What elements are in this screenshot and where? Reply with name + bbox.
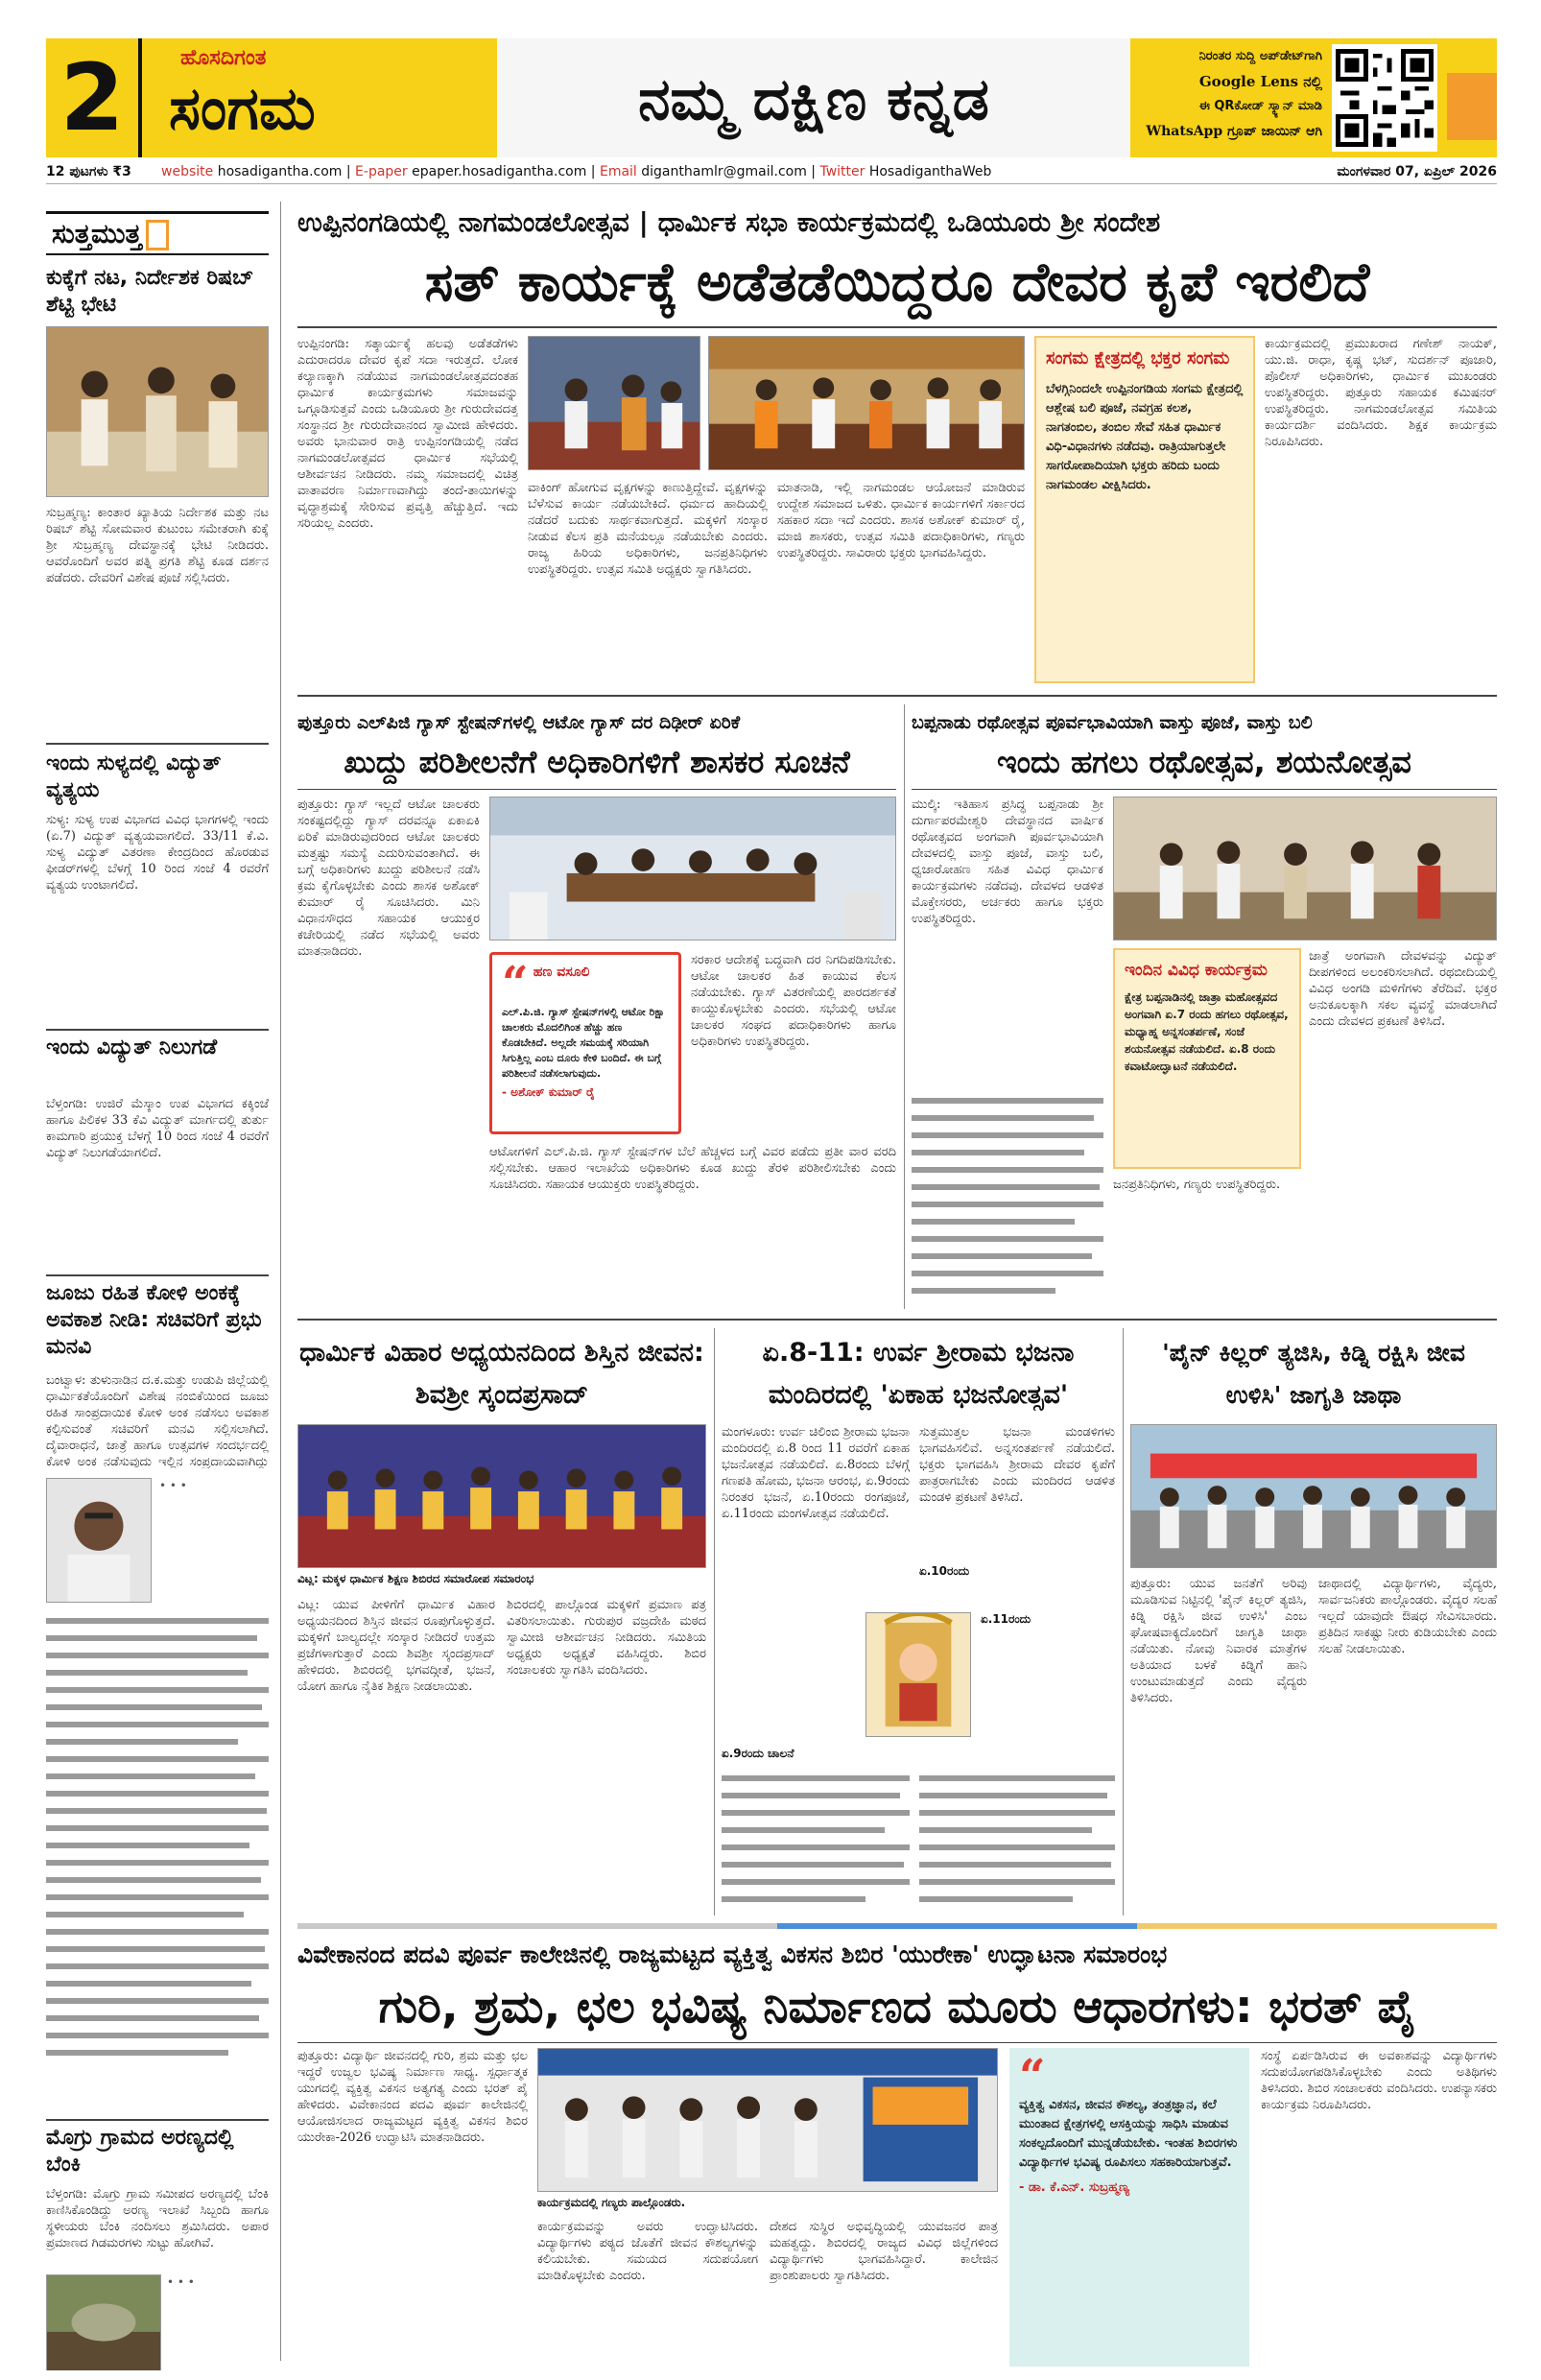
divider xyxy=(46,2119,269,2121)
divider xyxy=(297,2042,1497,2043)
story-painkiller-col2: ಜಾಥಾದಲ್ಲಿ ವಿದ್ಯಾರ್ಥಿಗಳು, ವೈದ್ಯರು, ಸಾರ್ವಜನಿಕರು ಪಾಲ್ಗೊಂಡರು. ವೈದ್ಯರ ಸಲಹೆ ಇಲ್ಲದೆ ಯಾವುದೇ ಔಷಧ ಸೇವಿಸಬಾರದು. ಪ್ರತಿದಿನ ಸಾಕಷ್ಟು ನೀರು ಕುಡಿಯಬೇಕು ಎಂದು ಸಲಹೆ ನೀಡಲಾಯಿತು. xyxy=(1318,1577,1497,1656)
story-bappanadu xyxy=(912,701,1497,1315)
sidebar-item2-body: ಸುಳ್ಯ: ಸುಳ್ಯ ಉಪ ವಿಭಾಗದ ವಿವಿಧ ಭಾಗಗಳಲ್ಲಿ ಇಂದು (ಏ.7) ವಿದ್ಯುತ್ ವ್ಯತ್ಯಯವಾಗಲಿದೆ. 33/11 ಕೆ.ವಿ. ಸುಳ್ಯ ವಿದ್ಯುತ್ ವಿತರಣಾ ಕೇಂದ್ರದಿಂದ ಹೊರಡುವ ಫೀಡರ್‌ಗಳಲ್ಲಿ ಬೆಳಗ್ಗೆ 10 ರಿಂದ ಸಂಜೆ 4 ರವರೆಗೆ ವ್ಯತ್ಯಯ ಉಂಟಾಗಲಿದೆ. xyxy=(46,813,269,892)
top-story-headline: ಸತ್ ಕಾರ್ಯಕ್ಕೆ ಅಡೆತಡೆಯಿದ್ದರೂ ದೇವರ ಕೃಪೆ ಇರಲಿದೆ xyxy=(424,251,1370,314)
separator: | xyxy=(590,164,600,179)
story-lpg-col2: ಸರಕಾರ ಆದೇಶಕ್ಕೆ ಬದ್ಧವಾಗಿ ದರ ನಿಗದಿಪಡಿಸಬೇಕು. ಆಟೋ ಚಾಲಕರ ಹಿತ ಕಾಯುವ ಕೆಲಸ ನಡೆಯಬೇಕು. ಗ್ಯಾಸ್ ವಿತರಣೆಯಲ್ಲಿ ಪಾರದರ್ಶಕತೆ ಕಾಯ್ದುಕೊಳ್ಳಬೇಕು ಎಂದರು. ಸಭೆಯಲ್ಲಿ ಆಟೋ ಚಾಲಕರ ಸಂಘದ ಪದಾಧಿಕಾರಿಗಳು ಹಾಗೂ ಅಧಿಕಾರಿಗಳು ಉಪಸ್ಥಿತರಿದ್ದರು. xyxy=(691,953,896,1049)
top-story-col1: ಉಪ್ಪಿನಂಗಡಿ: ಸತ್ಕಾರ್ಯಕ್ಕೆ ಹಲವು ಅಡೆತಡೆಗಳು ಎದುರಾದರೂ ದೇವರ ಕೃಪೆ ಸದಾ ಇರುತ್ತದೆ. ಲೋಕ ಕಲ್ಯಾಣಕ್ಕಾಗಿ ನಡೆಯುವ ನಾಗಮಂಡಲೋತ್ಸವದಂತಹ ಧಾರ್ಮಿಕ ಕಾರ್ಯಕ್ರಮಗಳು ಸಮಾಜವನ್ನು ಒಗ್ಗೂಡಿಸುತ್ತವೆ ಎಂದು ಒಡಿಯೂರು ಶ್ರೀ ಗುರುದೇವದತ್ತ ಸಂಸ್ಥಾನದ ಶ್ರೀ ಗುರುದೇವಾನಂದ ಸ್ವಾಮೀಜಿ ಹೇಳಿದರು. ಅವರು ಭಾನುವಾರ ರಾತ್ರಿ ಉಪ್ಪಿನಂಗಡಿಯಲ್ಲಿ ನಡೆದ ನಾಗಮಂಡಲೋತ್ಸವದ ಧಾರ್ಮಿಕ ಸಭೆಯಲ್ಲಿ ಆಶೀರ್ವಚನ ನೀಡಿದರು. ನಮ್ಮ ಸಮಾಜದಲ್ಲಿ ವಿಚಿತ್ರ ವಾತಾವರಣ ನಿರ್ಮಾಣವಾಗಿದ್ದು ತಂದೆ-ತಾಯಿಗಳನ್ನು ವೃದ್ಧಾಶ್ರಮಕ್ಕೆ ಸೇರಿಸುವ ಪ್ರವೃತ್ತಿ ಹೆಚ್ಚುತ್ತಿದೆ. ಇದು ಸರಿಯಲ್ಲ ಎಂದರು. xyxy=(297,337,518,531)
story-urva-col2: ಸುತ್ತಮುತ್ತಲ ಭಜನಾ ಮಂಡಳಿಗಳು ಭಾಗವಹಿಸಲಿವೆ. ಅನ್ನಸಂತರ್ಪಣೆ ನಡೆಯಲಿದೆ. ಭಕ್ತರು ಭಾಗವಹಿಸಿ ಶ್ರೀರಾಮ ದೇವರ ಕೃಪೆಗೆ ಪಾತ್ರರಾಗಬೇಕು ಎಂದು ಮಂದಿರದ ಆಡಳಿತ ಮಂಡಳಿ ಪ್ರಕಟಣೆ ತಿಳಿಸಿದೆ. xyxy=(919,1425,1115,1505)
story-bappanadu-headline: ಇಂದು ಹಗಲು ರಥೋತ್ಸವ, ಶಯನೋತ್ಸವ xyxy=(997,744,1411,780)
edition-title: ನಮ್ಮ ದಕ್ಷಿಣ ಕನ್ನಡ xyxy=(638,66,989,133)
story-bappanadu-box xyxy=(1113,948,1301,1169)
story-vitla-col2: ಶಿಬಿರದಲ್ಲಿ ಪಾಲ್ಗೊಂಡ ಮಕ್ಕಳಿಗೆ ಪ್ರಮಾಣ ಪತ್ರ ವಿತರಿಸಲಾಯಿತು. ಗುರುಪುರ ವಜ್ರದೇಹಿ ಮಠದ ಸ್ವಾಮೀಜಿ ಆಶೀರ್ವಚನ ನೀಡಿದರು. ಸಮಿತಿಯ ಅಧ್ಯಕ್ಷರು ಅಧ್ಯಕ್ಷತೆ ವಹಿಸಿದ್ದರು. ಶಿಬಿರ ಸಂಚಾಲಕರು ಸ್ವಾಗತಿಸಿ ವಂದಿಸಿದರು. xyxy=(507,1598,706,1678)
story-eureka xyxy=(297,1933,1497,2370)
top-story-kicker: ಉಪ್ಪಿನಂಗಡಿಯಲ್ಲಿ ನಾಗಮಂಡಲೋತ್ಸವ | ಧಾರ್ಮಿಕ ಸಭಾ ಕಾರ್ಯಕ್ರಮದಲ್ಲಿ ಒಡಿಯೂರು ಶ್ರೀ ಸಂದೇಶ xyxy=(297,206,1161,238)
story-eureka-quote xyxy=(1009,2048,1249,2367)
story-lpg-kicker: ಪುತ್ತೂರು ಎಲ್‌ಪಿಜಿ ಗ್ಯಾಸ್ ಸ್ಟೇಷನ್‌ಗಳಲ್ಲಿ ಆಟೋ ಗ್ಯಾಸ್ ದರ ದಿಢೀರ್ ಏರಿಕೆ xyxy=(297,712,741,733)
sidebar-item4-body-lines xyxy=(46,1612,269,2111)
masthead xyxy=(46,38,1497,157)
top-story-box-body: ಬೆಳಗ್ಗಿನಿಂದಲೇ ಉಪ್ಪಿನಂಗಡಿಯ ಸಂಗಮ ಕ್ಷೇತ್ರದಲ್ಲಿ ಆಶ್ಲೇಷ ಬಲಿ ಪೂಜೆ, ನವಗ್ರಹ ಕಲಶ, ನಾಗತಂಬಿಲ, ತಂಬಿಲ ಸೇವೆ ಸಹಿತ ಧಾರ್ಮಿಕ ವಿಧಿ-ವಿಧಾನಗಳು ನಡೆದವು. ರಾತ್ರಿಯಾಗುತ್ತಲೇ ಸಾಗರೋಪಾದಿಯಾಗಿ ಭಕ್ತರು ಹರಿದು ಬಂದು ನಾಗಮಂಡಲ ವೀಕ್ಷಿಸಿದರು. xyxy=(1046,382,1244,492)
story-urva-body-lines xyxy=(722,1772,1115,1916)
story-bappanadu-col1: ಮುಲ್ಕಿ: ಇತಿಹಾಸ ಪ್ರಸಿದ್ಧ ಬಪ್ಪನಾಡು ಶ್ರೀ ದುರ್ಗಾಪರಮೇಶ್ವರಿ ದೇವಸ್ಥಾನದ ವಾರ್ಷಿಕ ರಥೋತ್ಸವದ ಅಂಗವಾಗಿ ಪೂರ್ವಭಾವಿಯಾಗಿ ದೇವಳದಲ್ಲಿ ವಾಸ್ತು ಪೂಜೆ, ವಾಸ್ತು ಬಲಿ, ಧ್ವಜಾರೋಹಣ ಸಹಿತ ವಿವಿಧ ಧಾರ್ಮಿಕ ಕಾರ್ಯಕ್ರಮಗಳು ನಡೆದವು. ದೇವಳದ ಆಡಳಿತ ಮೊಕ್ತೇಸರರು, ಅರ್ಚಕರು ಹಾಗೂ ಭಕ್ತರು ಉಪಸ್ಥಿತರಿದ್ದರು. xyxy=(912,797,1103,926)
story-bappanadu-col3 xyxy=(912,1094,1103,1305)
divider xyxy=(46,1029,269,1031)
story-lpg-quote-title: ಹಣ ವಸೂಲಿ xyxy=(533,964,590,980)
masthead-orange-block xyxy=(1447,73,1497,140)
sidebar-photo-prabhu xyxy=(46,1478,152,1603)
sidebar-section-title xyxy=(46,211,269,255)
qr-code[interactable] xyxy=(1332,44,1437,152)
top-story-box-title: ಸಂಗಮ ಕ್ಷೇತ್ರದಲ್ಲಿ ಭಕ್ತರ ಸಂಗಮ xyxy=(1046,348,1230,369)
promo-line: ಈ QRಕೋಡ್ ಸ್ಕ್ಯಾನ್ ಮಾಡಿ xyxy=(1198,99,1322,113)
twitter-link[interactable]: HosadiganthaWeb xyxy=(868,164,992,179)
story-lpg-col3: ಆಟೋಗಳಿಗೆ ಎಲ್.ಪಿ.ಜಿ. ಗ್ಯಾಸ್ ಸ್ಟೇಷನ್‌ಗಳ ಬೆಲೆ ಹೆಚ್ಚಳದ ಬಗ್ಗೆ ವಿವರ ಪಡೆದು ಪ್ರತೀ ವಾರ ವರದಿ ಸಲ್ಲಿಸಬೇಕು. ಆಹಾರ ಇಲಾಖೆಯ ಅಧಿಕಾರಿಗಳು ಕೂಡ ಖುದ್ದು ತೆರಳಿ ಪರಿಶೀಲಿಸಬೇಕು ಎಂದು ಸೂಚಿಸಿದರು. ಸಹಾಯಕ ಆಯುಕ್ತರು ಉಪಸ್ಥಿತರಿದ್ದರು. xyxy=(489,1145,896,1192)
sidebar-item5-body-side: • • • xyxy=(167,2275,195,2289)
story-bappanadu-col2: ಜಾತ್ರೆ ಅಂಗವಾಗಿ ದೇವಳವನ್ನು ವಿದ್ಯುತ್ ದೀಪಗಳಿಂದ ಅಲಂಕರಿಸಲಾಗಿದೆ. ರಥಬೀದಿಯಲ್ಲಿ ವಿವಿಧ ಅಂಗಡಿ ಮಳಿಗೆಗಳು ತೆರೆದಿವೆ. ಭಕ್ತರ ಅನುಕೂಲಕ್ಕಾಗಿ ಸಕಲ ವ್ಯವಸ್ಥೆ ಮಾಡಲಾಗಿದೆ ಎಂದು ದೇವಳದ ಪ್ರಕಟಣೆ ತಿಳಿಸಿದೆ. xyxy=(1309,949,1497,1029)
story-urva-col1: ಮಂಗಳೂರು: ಉರ್ವ ಚಿಲಿಂಬಿ ಶ್ರೀರಾಮ ಭಜನಾ ಮಂದಿರದಲ್ಲಿ ಏ.8 ರಿಂದ 11 ರವರೆಗೆ ಏಕಾಹ ಭಜನೋತ್ಸವ ನಡೆಯಲಿದೆ. ಏ.8ರಂದು ಬೆಳಗ್ಗೆ ಗಣಪತಿ ಹೋಮ, ಭಜನಾ ಆರಂಭ, ಏ.9ರಂದು ನಿರಂತರ ಭಜನೆ, ಏ.10ರಂದು ರಂಗಪೂಜೆ, ಏ.11ರಂದು ಮಂಗಳೋತ್ಸವ ನಡೆಯಲಿದೆ. xyxy=(722,1425,910,1521)
column-separator xyxy=(714,1328,715,1916)
page-count: 12 ಪುಟಗಳು ₹3 xyxy=(46,164,131,179)
sidebar-item4-body-side: • • • xyxy=(159,1479,187,1492)
column-separator xyxy=(280,202,281,2361)
top-story-col3: ಮಾತನಾಡಿ, ಇಲ್ಲಿ ನಾಗಮಂಡಲ ಆಯೋಜನೆ ಮಾಡಿರುವ ಉದ್ದೇಶ ಸಮಾಜದ ಒಳಿತು. ಧಾರ್ಮಿಕ ಕಾರ್ಯಗಳಿಗೆ ಸರ್ಕಾರದ ಸಹಕಾರ ಸದಾ ಇದೆ ಎಂದರು. ಶಾಸಕ ಅಶೋಕ್ ಕುಮಾರ್ ರೈ, ಮಾಜಿ ಶಾಸಕರು, ಉತ್ಸವ ಸಮಿತಿ ಪದಾಧಿಕಾರಿಗಳು, ಗಣ್ಯರು ಉಪಸ್ಥಿತರಿದ್ದರು. ಸಾವಿರಾರು ಭಕ್ತರು ಭಾಗವಹಿಸಿದ್ದರು. xyxy=(777,481,1025,560)
story-lpg-quote xyxy=(489,952,681,1134)
epaper-link[interactable]: epaper.hosadigantha.com xyxy=(412,164,587,179)
column-separator xyxy=(1123,1328,1124,1916)
story-eureka-col3: ದೇಶದ ಸುಸ್ಥಿರ ಅಭಿವೃದ್ಧಿಯಲ್ಲಿ ಯುವಜನರ ಪಾತ್ರ ಮಹತ್ವದ್ದು. ಶಿಬಿರದಲ್ಲಿ ರಾಜ್ಯದ ವಿವಿಧ ಜಿಲ್ಲೆಗಳಿಂದ ವಿದ್ಯಾರ್ಥಿಗಳು ಭಾಗವಹಿಸಿದ್ದಾರೆ. ಕಾಲೇಜಿನ ಪ್ರಾಂಶುಪಾಲರು ಸ್ವಾಗತಿಸಿದರು. xyxy=(770,2220,998,2283)
story-lpg-col1: ಪುತ್ತೂರು: ಗ್ಯಾಸ್ ಇಲ್ಲದೆ ಆಟೋ ಚಾಲಕರು ಸಂಕಷ್ಟದಲ್ಲಿದ್ದು ಗ್ಯಾಸ್ ದರವನ್ನೂ ಏಕಾಏಕಿ ಏರಿಕೆ ಮಾಡಿರುವುದರಿಂದ ಆಟೋ ಚಾಲಕರು ಮತ್ತಷ್ಟು ಸಮಸ್ಯೆ ಎದುರಿಸುವಂತಾಗಿದೆ. ಈ ಬಗ್ಗೆ ಅಧಿಕಾರಿಗಳು ಖುದ್ದು ಪರಿಶೀಲನೆ ನಡೆಸಿ ಕ್ರಮ ಕೈಗೊಳ್ಳಬೇಕು ಎಂದು ಶಾಸಕ ಅಶೋಕ್ ಕುಮಾರ್ ರೈ ಸೂಚಿಸಿದರು. ಮಿನಿ ವಿಧಾನಸೌಧದ ಸಹಾಯಕ ಆಯುಕ್ತರ ಕಚೇರಿಯಲ್ಲಿ ನಡೆದ ಸಭೆಯಲ್ಲಿ ಅವರು ಮಾತನಾಡಿದರು. xyxy=(297,797,480,959)
website-link[interactable]: hosadigantha.com xyxy=(217,164,343,179)
story-urva xyxy=(722,1324,1115,1919)
page-number: 2 xyxy=(59,44,125,152)
info-bar xyxy=(46,161,1497,184)
story-eureka-quote-body: ವ್ಯಕ್ತಿತ್ವ ವಿಕಸನ, ಜೀವನ ಕೌಶಲ್ಯ, ತಂತ್ರಜ್ಞಾನ, ಕಲೆ ಮುಂತಾದ ಕ್ಷೇತ್ರಗಳಲ್ಲಿ ಆಸಕ್ತಿಯನ್ನು ಸಾಧಿಸಿ ಮಾಡುವ ಸಂಕಲ್ಪದೊಂದಿಗೆ ಮುನ್ನಡೆಯಬೇಕು. ಇಂತಹ ಶಿಬಿರಗಳು ವಿದ್ಯಾರ್ಥಿಗಳ ಭವಿಷ್ಯ ರೂಪಿಸಲು ಸಹಕಾರಿಯಾಗುತ್ತವೆ. xyxy=(1019,2098,1238,2170)
brand-small: ಹೊಸದಿಗಂತ xyxy=(180,46,267,70)
top-story-photo-felicitation xyxy=(528,336,700,470)
story-bappanadu-box-title: ಇಂದಿನ ವಿವಿಧ ಕಾರ್ಯಕ್ರಮ xyxy=(1125,961,1268,980)
twitter-label: Twitter xyxy=(819,164,865,179)
divider xyxy=(46,743,269,745)
top-story-box xyxy=(1034,336,1255,683)
website-label: website xyxy=(161,164,214,179)
book-icon xyxy=(146,220,169,250)
story-lpg-headline: ಖುದ್ದು ಪರಿಶೀಲನೆಗೆ ಅಧಿಕಾರಿಗಳಿಗೆ ಶಾಸಕರ ಸೂಚನೆ xyxy=(344,744,850,780)
promo-line: Google Lens ನಲ್ಲಿ xyxy=(1198,73,1322,90)
story-bappanadu-caption: ಜನಪ್ರತಿನಿಧಿಗಳು, ಗಣ್ಯರು ಉಪಸ್ಥಿತರಿದ್ದರು. xyxy=(1113,1178,1281,1192)
qr-promo xyxy=(1130,44,1322,154)
separator: | xyxy=(345,164,356,179)
divider xyxy=(912,789,1497,790)
sidebar-item5-title: ಮೊಗ್ರು ಗ್ರಾಮದ ಅರಣ್ಯದಲ್ಲಿ ಬೆಂಕಿ xyxy=(46,2126,234,2177)
divider xyxy=(46,1274,269,1276)
story-eureka-col4: ಸಂಸ್ಥೆ ಏರ್ಪಡಿಸಿರುವ ಈ ಅವಕಾಶವನ್ನು ವಿದ್ಯಾರ್ಥಿಗಳು ಸದುಪಯೋಗಪಡಿಸಿಕೊಳ್ಳಬೇಕು ಎಂದು ಅತಿಥಿಗಳು ತಿಳಿಸಿದರು. ಶಿಬಿರ ಸಂಚಾಲಕರು ವಂದಿಸಿದರು. ಉಪನ್ಯಾಸಕರು ಕಾರ್ಯಕ್ರಮ ನಿರೂಪಿಸಿದರು. xyxy=(1261,2049,1497,2112)
sidebar-section-title-text: ಸುತ್ತಮುತ್ತ xyxy=(52,218,142,250)
story-eureka-caption: ಕಾರ್ಯಕ್ರಮದಲ್ಲಿ ಗಣ್ಯರು ಪಾಲ್ಗೊಂಡರು. xyxy=(537,2196,686,2209)
separator: | xyxy=(811,164,820,179)
story-vitla-caption: ವಿಟ್ಲ: ಮಕ್ಕಳ ಧಾರ್ಮಿಕ ಶಿಕ್ಷಣ ಶಿಬಿರದ ಸಮಾರೋಪ ಸಮಾರಂಭ xyxy=(297,1572,534,1585)
story-painkiller-photo xyxy=(1130,1424,1497,1568)
story-urva-headline: ಏ.8-11: ಉರ್ವ ಶ್ರೀರಾಮ ಭಜನಾ ಮಂದಿರದಲ್ಲಿ 'ಏಕಾಹ ಭಜನೋತ್ಸವ' xyxy=(762,1338,1075,1410)
divider xyxy=(297,1319,1497,1321)
story-eureka-headline: ಗುರಿ, ಶ್ರಮ, ಛಲ ಭವಿಷ್ಯ ನಿರ್ಮಾಣದ ಮೂರು ಆಧಾರಗಳು: ಭರತ್ ಪೈ xyxy=(378,1981,1416,2034)
divider xyxy=(297,695,1497,697)
brand-sangama: ಸಂಗಮ xyxy=(169,73,316,143)
contact-links xyxy=(161,161,1025,182)
page-number-block xyxy=(46,38,142,157)
divider xyxy=(297,789,896,790)
sidebar-item3-title: ಇಂದು ವಿದ್ಯುತ್ ನಿಲುಗಡೆ xyxy=(46,1035,218,1059)
sidebar-item4-body-top: ಬಂಟ್ವಾಳ: ತುಳುನಾಡಿನ ದ.ಕ.ಮತ್ತು ಉಡುಪಿ ಜಿಲ್ಲೆಯಲ್ಲಿ ಧಾರ್ಮಿಕತೆಯೊಂದಿಗೆ ವಿಶೇಷ ನಂಬಿಕೆಯಿಂದ ಜೂಜು ರಹಿತ ಸಾಂಪ್ರದಾಯಿಕ ಕೋಳಿ ಅಂಕ ನಡೆಸಲು ಅವಕಾಶ ಕಲ್ಪಿಸುವಂತೆ ಸಚಿವರಿಗೆ ಮನವಿ ಸಲ್ಲಿಸಲಾಗಿದೆ. ದೈವಾರಾಧನೆ, ಜಾತ್ರೆ ಹಾಗೂ ಉತ್ಸವಗಳ ಸಂದರ್ಭದಲ್ಲಿ ಕೋಳಿ ಅಂಕ ನಡೆಸುವುದು ಇಲ್ಲಿನ ಸಂಪ್ರದಾಯವಾಗಿದ್ದು xyxy=(46,1373,269,1468)
story-lpg-photo-meeting xyxy=(489,797,896,940)
story-urva-sub3: ಏ.9ರಂದು ಚಾಲನೆ xyxy=(722,1747,794,1760)
story-vitla-col1: ವಿಟ್ಲ: ಯುವ ಪೀಳಿಗೆಗೆ ಧಾರ್ಮಿಕ ವಿಹಾರ ಅಧ್ಯಯನದಿಂದ ಶಿಸ್ತಿನ ಜೀವನ ರೂಪುಗೊಳ್ಳುತ್ತದೆ. ಮಕ್ಕಳಿಗೆ ಬಾಲ್ಯದಲ್ಲೇ ಸಂಸ್ಕಾರ ನೀಡಿದರೆ ಉತ್ತಮ ಪ್ರಜೆಗಳಾಗುತ್ತಾರೆ ಎಂದು ಶಿವಶ್ರೀ ಸ್ಕಂದಪ್ರಸಾದ್ ಹೇಳಿದರು. ಶಿಬಿರದಲ್ಲಿ ಭಗವದ್ಗೀತೆ, ಭಜನೆ, ಯೋಗ ಹಾಗೂ ನೈತಿಕ ಶಿಕ್ಷಣ ನೀಡಲಾಯಿತು. xyxy=(297,1598,495,1694)
story-urva-photo-idol xyxy=(865,1612,971,1737)
top-story xyxy=(297,192,1497,691)
story-vitla xyxy=(297,1324,706,1919)
story-bappanadu-kicker: ಬಪ್ಪನಾಡು ರಥೋತ್ಸವ ಪೂರ್ವಭಾವಿಯಾಗಿ ವಾಸ್ತು ಪೂಜೆ, ವಾಸ್ತು ಬಲಿ xyxy=(912,712,1313,733)
email-link[interactable]: diganthamlr@gmail.com xyxy=(641,164,807,179)
story-painkiller xyxy=(1130,1324,1497,1919)
story-eureka-quote-author: - ಡಾ. ಕೆ.ಎನ್. ಸುಬ್ರಹ್ಮಣ್ಯ xyxy=(1019,2180,1130,2195)
sidebar-photo-forest-fire xyxy=(46,2274,161,2370)
story-eureka-kicker: ವಿವೇಕಾನಂದ ಪದವಿ ಪೂರ್ವ ಕಾಲೇಜಿನಲ್ಲಿ ರಾಜ್ಯಮಟ್ಟದ ವ್ಯಕ್ತಿತ್ವ ವಿಕಸನ ಶಿಬಿರ 'ಯುರೇಕಾ' ಉದ್ಘಾಟನಾ ಸಮಾರಂಭ xyxy=(297,1940,1168,1968)
story-vitla-headline: ಧಾರ್ಮಿಕ ವಿಹಾರ ಅಧ್ಯಯನದಿಂದ ಶಿಸ್ತಿನ ಜೀವನ: ಶಿವಶ್ರೀ ಸ್ಕಂದಪ್ರಸಾದ್ xyxy=(299,1338,704,1410)
top-story-col4: ಕಾರ್ಯಕ್ರಮದಲ್ಲಿ ಪ್ರಮುಖರಾದ ಗಣೇಶ್ ನಾಯಕ್, ಯು.ಜಿ. ರಾಧಾ, ಕೃಷ್ಣ ಭಟ್, ಸುದರ್ಶನ್ ಪೂಜಾರಿ, ಪೊಲೀಸ್ ಅಧಿಕಾರಿಗಳು, ಧಾರ್ಮಿಕ ಮುಖಂಡರು ಉಪಸ್ಥಿತರಿದ್ದರು. ಪುತ್ತೂರು ಸಹಾಯಕ ಕಮಿಷನರ್ ಉಪಸ್ಥಿತರಿದ್ದರು. ನಾಗಮಂಡಲೋತ್ಸವ ಸಮಿತಿಯ ಕಾರ್ಯದರ್ಶಿ ವಂದಿಸಿದರು. ಶಿಕ್ಷಕ ಕಾರ್ಯಕ್ರಮ ನಿರೂಪಿಸಿದರು. xyxy=(1265,337,1497,449)
story-painkiller-col1: ಪುತ್ತೂರು: ಯುವ ಜನತೆಗೆ ಅರಿವು ಮೂಡಿಸುವ ನಿಟ್ಟಿನಲ್ಲಿ 'ಪೈನ್ ಕಿಲ್ಲರ್ ತ್ಯಜಿಸಿ, ಕಿಡ್ನಿ ರಕ್ಷಿಸಿ ಜೀವ ಉಳಿಸಿ' ಎಂಬ ಘೋಷವಾಕ್ಯದೊಂದಿಗೆ ಜಾಗೃತಿ ಜಾಥಾ ನಡೆಯಿತು. ನೋವು ನಿವಾರಕ ಮಾತ್ರೆಗಳ ಅತಿಯಾದ ಬಳಕೆ ಕಿಡ್ನಿಗೆ ಹಾನಿ ಉಂಟುಮಾಡುತ್ತದೆ ಎಂದು ವೈದ್ಯರು ತಿಳಿಸಿದರು. xyxy=(1130,1577,1307,1705)
sidebar-item1-title: ಕುಕ್ಕೆಗೆ ನಟ, ನಿರ್ದೇಶಕ ರಿಷಬ್ ಶೆಟ್ಟಿ ಭೇಟಿ xyxy=(46,266,254,317)
story-eureka-col1: ಪುತ್ತೂರು: ವಿದ್ಯಾರ್ಥಿ ಜೀವನದಲ್ಲಿ ಗುರಿ, ಶ್ರಮ ಮತ್ತು ಛಲ ಇದ್ದರೆ ಉಜ್ವಲ ಭವಿಷ್ಯ ನಿರ್ಮಾಣ ಸಾಧ್ಯ. ಸ್ಪರ್ಧಾತ್ಮಕ ಯುಗದಲ್ಲಿ ವ್ಯಕ್ತಿತ್ವ ವಿಕಸನ ಅತ್ಯಗತ್ಯ ಎಂದು ಭರತ್ ಪೈ ಹೇಳಿದರು. ವಿವೇಕಾನಂದ ಪದವಿ ಪೂರ್ವ ಕಾಲೇಜಿನಲ್ಲಿ ಆಯೋಜಿಸಲಾದ ರಾಜ್ಯಮಟ್ಟದ ವ್ಯಕ್ತಿತ್ವ ವಿಕಸನ ಶಿಬಿರ ಯುರೇಕಾ-2026 ಉದ್ಘಾಟಿಸಿ ಮಾತನಾಡಿದರು. xyxy=(297,2049,528,2145)
story-lpg-quote-author: - ಅಶೋಕ್ ಕುಮಾರ್ ರೈ xyxy=(502,1085,595,1099)
sidebar xyxy=(46,192,269,2370)
column-separator xyxy=(904,704,905,1309)
divider xyxy=(297,326,1497,328)
issue-date: ಮಂಗಳವಾರ 07, ಏಪ್ರಿಲ್ 2026 xyxy=(1337,164,1497,179)
sidebar-item3-body: ಬೆಳ್ತಂಗಡಿ: ಉಜಿರೆ ಮೆಸ್ಕಾಂ ಉಪ ವಿಭಾಗದ ಕಕ್ಕಿಂಜೆ ಹಾಗೂ ಪಿಲಿಕಳ 33 ಕೆವಿ ವಿದ್ಯುತ್ ಮಾರ್ಗದಲ್ಲಿ ತುರ್ತು ಕಾಮಗಾರಿ ಪ್ರಯುಕ್ತ ಬೆಳಗ್ಗೆ 10 ರಿಂದ ಸಂಜೆ 4 ರವರೆಗೆ ವಿದ್ಯುತ್ ನಿಲುಗಡೆಯಾಗಲಿದೆ. xyxy=(46,1097,269,1160)
story-bappanadu-box-body: ಕ್ಷೇತ್ರ ಬಪ್ಪನಾಡಿನಲ್ಲಿ ಜಾತ್ರಾ ಮಹೋತ್ಸವದ ಅಂಗವಾಗಿ ಏ.7 ರಂದು ಹಗಲು ರಥೋತ್ಸವ, ಮಧ್ಯಾಹ್ನ ಅನ್ನಸಂತರ್ಪಣೆ, ಸಂಜೆ ಶಯನೋತ್ಸವ ನಡೆಯಲಿದೆ. ಏ.8 ರಂದು ಕವಾಟೋದ್ಘಾಟನೆ ನಡೆಯಲಿದೆ. xyxy=(1125,990,1289,1073)
decorative-strip xyxy=(297,1923,1497,1929)
email-label: Email xyxy=(599,164,637,179)
sidebar-photo-rishab xyxy=(46,326,269,497)
story-lpg-quote-body: ಎಲ್.ಪಿ.ಜಿ. ಗ್ಯಾಸ್ ಸ್ಟೇಷನ್‌ಗಳಲ್ಲಿ ಆಟೋ ರಿಕ್ಷಾ ಚಾಲಕರು ಮೊದಲಿಗಿಂತ ಹೆಚ್ಚು ಹಣ ಕೊಡಬೇಕಿದೆ. ಅಲ್ಲದೇ ಸಮಯಕ್ಕೆ ಸರಿಯಾಗಿ ಸಿಗುತ್ತಿಲ್ಲ ಎಂಬ ದೂರು ಕೇಳಿ ಬಂದಿದೆ. ಈ ಬಗ್ಗೆ ಪರಿಶೀಲನೆ ನಡೆಸಲಾಗುವುದು. xyxy=(502,1006,665,1080)
sidebar-item2-title: ಇಂದು ಸುಳ್ಯದಲ್ಲಿ ವಿದ್ಯುತ್ ವ್ಯತ್ಯಯ xyxy=(46,751,222,802)
story-lpg xyxy=(297,701,896,1315)
story-eureka-photo xyxy=(537,2048,998,2192)
story-painkiller-headline: 'ಪೈನ್ ಕಿಲ್ಲರ್ ತ್ಯಜಿಸಿ, ಕಿಡ್ನಿ ರಕ್ಷಿಸಿ ಜೀವ ಉಳಿಸಿ' ಜಾಗೃತಿ ಜಾಥಾ xyxy=(1162,1339,1465,1409)
sidebar-item4-title: ಜೂಜು ರಹಿತ ಕೋಳಿ ಅಂಕಕ್ಕೆ ಅವಕಾಶ ನೀಡಿ: ಸಚಿವರಿಗೆ ಪ್ರಭು ಮನವಿ xyxy=(46,1281,262,1359)
story-urva-sub2: ಏ.11ರಂದು xyxy=(981,1612,1031,1626)
promo-line: ನಿರಂತರ ಸುದ್ದಿ ಅಪ್‌ಡೇಟ್‌ಗಾಗಿ xyxy=(1198,49,1322,63)
top-story-photo-stage xyxy=(708,336,1025,470)
story-eureka-col2: ಕಾರ್ಯಕ್ರಮವನ್ನು ಅವರು ಉದ್ಘಾಟಿಸಿದರು. ವಿದ್ಯಾರ್ಥಿಗಳು ಪಠ್ಯದ ಜೊತೆಗೆ ಜೀವನ ಕೌಶಲ್ಯಗಳನ್ನು ಕಲಿಯಬೇಕು. ಸಮಯದ ಸದುಪಯೋಗ ಮಾಡಿಕೊಳ್ಳಬೇಕು ಎಂದರು. xyxy=(537,2220,758,2283)
quote-icon: “ xyxy=(1019,2050,1046,2104)
story-vitla-photo xyxy=(297,1424,706,1568)
promo-line: WhatsApp ಗ್ರೂಪ್ ಜಾಯಿನ್ ಆಗಿ xyxy=(1146,124,1322,139)
story-bappanadu-photo xyxy=(1113,797,1497,940)
top-story-col2: ವಾಕಿಂಗ್ ಹೋಗುವ ವೃಕ್ಷಗಳನ್ನು ಕಾಣುತ್ತಿದ್ದೇವೆ. ವೃಕ್ಷಗಳನ್ನು ಬೆಳೆಸುವ ಕಾರ್ಯ ನಡೆಯಬೇಕಿದೆ. ಧರ್ಮದ ಹಾದಿಯಲ್ಲಿ ನಡೆದರೆ ಬದುಕು ಸಾರ್ಥಕವಾಗುತ್ತದೆ. ಮಕ್ಕಳಿಗೆ ಸಂಸ್ಕಾರ ನೀಡುವ ಕೆಲಸ ಪ್ರತಿ ಮನೆಯಲ್ಲೂ ನಡೆಯಬೇಕು ಎಂದರು. ರಾಜ್ಯ ಹಿರಿಯ ಅಧಿಕಾರಿಗಳು, ಜನಪ್ರತಿನಿಧಿಗಳು ಉಪಸ್ಥಿತರಿದ್ದರು. ಉತ್ಸವ ಸಮಿತಿ ಅಧ್ಯಕ್ಷರು ಸ್ವಾಗತಿಸಿದರು. xyxy=(528,481,768,577)
sidebar-item1-body: ಸುಬ್ರಹ್ಮಣ್ಯ: ಕಾಂತಾರ ಖ್ಯಾತಿಯ ನಿರ್ದೇಶಕ ಮತ್ತು ನಟ ರಿಷಬ್ ಶೆಟ್ಟಿ ಸೋಮವಾರ ಕುಟುಂಬ ಸಮೇತರಾಗಿ ಕುಕ್ಕೆ ಶ್ರೀ ಸುಬ್ರಹ್ಮಣ್ಯ ದೇವಸ್ಥಾನಕ್ಕೆ ಭೇಟಿ ನೀಡಿದರು. ಆವರೊಂದಿಗೆ ಅವರ ಪತ್ನಿ ಪ್ರಗತಿ ಶೆಟ್ಟಿ ಕೂಡ ದರ್ಶನ ಪಡೆದರು. ದೇವರಿಗೆ ವಿಶೇಷ ಪೂಜೆ ಸಲ್ಲಿಸಿದರು. xyxy=(46,506,269,585)
story-urva-sub1: ಏ.10ರಂದು xyxy=(919,1564,970,1578)
quote-icon: “ xyxy=(502,957,529,1011)
sidebar-item5-body: ಬೆಳ್ತಂಗಡಿ: ಮೊಗ್ರು ಗ್ರಾಮ ಸಮೀಪದ ಅರಣ್ಯದಲ್ಲಿ ಬೆಂಕಿ ಕಾಣಿಸಿಕೊಂಡಿದ್ದು ಅರಣ್ಯ ಇಲಾಖೆ ಸಿಬ್ಬಂದಿ ಹಾಗೂ ಸ್ಥಳೀಯರು ಬೆಂಕಿ ನಂದಿಸಲು ಶ್ರಮಿಸಿದರು. ಅಪಾರ ಪ್ರಮಾಣದ ಗಿಡಮರಗಳು ಸುಟ್ಟು ಹೋಗಿವೆ. xyxy=(46,2187,269,2250)
epaper-label: E-paper xyxy=(355,164,408,179)
